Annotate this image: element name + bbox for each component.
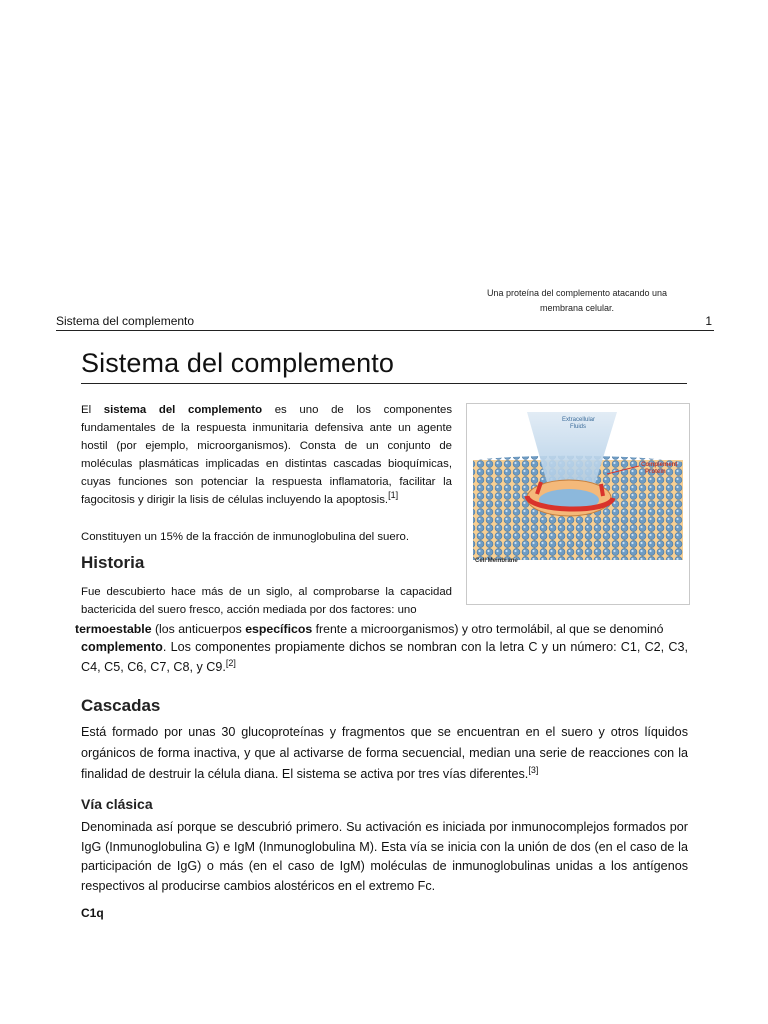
term-especificos: específicos — [245, 622, 313, 636]
intro-text-2: es uno de los componentes fundamentales de la respuesta inmunitaria defensiva ante un agente hostil (por ejemplo, microorganismos). Consta de un conjunto de moléculas plasmáticas implicadas en distintas cascadas bioquímicas, cuyas funciones son potenciar la respuesta inflamatoria, facilitar la fagocitosis y dirigir la lisis de células incluyendo la apoptosis. — [81, 404, 453, 506]
heading-cascadas: Cascadas — [81, 696, 161, 715]
historia-text-1: (los anticuerpos — [151, 622, 246, 636]
figure-caption — [472, 286, 682, 316]
cascadas-paragraph — [81, 722, 688, 785]
membrane-attack-illustration — [467, 404, 689, 604]
intro-paragraph-2: Constituyen un 15% de la fracción de inmunoglobulina del suero. — [81, 531, 410, 544]
label-complement: Complement — [641, 462, 678, 468]
figure-caption-line-1: Una proteína del complemento atacando una — [486, 288, 668, 298]
heading-historia: Historia — [81, 553, 145, 572]
running-header-title: Sistema del complemento — [56, 314, 195, 328]
intro-text-1: El — [81, 404, 104, 416]
historia-paragraph-2 — [75, 619, 693, 639]
reference-link-2[interactable]: [2] — [225, 657, 236, 668]
complement-figure — [466, 403, 690, 605]
label-extracellular: Extracellular — [562, 417, 596, 423]
reference-link-3[interactable]: [3] — [528, 765, 539, 775]
figure-caption-line-2: membrana celular. — [539, 303, 615, 313]
historia-text-2: frente a microorganismos) y otro termolábil, al que se denominó — [312, 622, 664, 636]
term-termoestable: termoestable — [75, 622, 152, 636]
historia-paragraph-3 — [81, 638, 688, 677]
intro-bold-term: sistema del complemento — [103, 404, 263, 416]
running-header — [56, 313, 714, 331]
heading-c1q: C1q — [81, 906, 104, 920]
historia-text-3: . Los componentes propiamente dichos se nombran con la letra C y un número: C1, C2, C3, C4, C5, C6, C7, C8, y C9. — [81, 640, 688, 674]
historia-paragraph-1: Fue descubierto hace más de un siglo, al comprobarse la capacidad bactericida del suero fresco, acción mediada por dos factores: uno — [81, 586, 452, 616]
article-title: Sistema del complemento — [81, 346, 687, 384]
reference-link-1[interactable]: [1] — [388, 490, 399, 500]
intro-paragraph — [81, 401, 452, 509]
term-complemento: complemento — [81, 640, 163, 654]
label-cell-membrane: Cell Membrane — [475, 558, 518, 564]
label-protein: Protein — [645, 469, 666, 475]
heading-via-clasica: Vía clásica — [81, 796, 153, 812]
cascadas-text: Está formado por unas 30 glucoproteínas y fragmentos que se encuentran en el suero y otros líquidos orgánicos de forma inactiva, y que al activarse de forma secuencial, median una serie de reacciones con la finalidad de destruir la célula diana. El sistema se activa por tres vías diferentes. — [81, 725, 688, 781]
label-fluids: Fluids — [570, 424, 587, 430]
page-number: 1 — [705, 314, 712, 328]
via-clasica-paragraph: Denominada así porque se descubrió primero. Su activación es iniciada por inmunocomplejos formados por IgG (Inmunoglobulina G) e IgM (Inmunoglobulina M). Esta vía se inicia con la unión de dos (en el caso de la participación de IgG) o más (en el caso de IgM) moléculas de inmunoglobulinas unidas a los antígenos respectivos al producirse cambios alostéricos en el extremo Fc. — [81, 820, 688, 893]
